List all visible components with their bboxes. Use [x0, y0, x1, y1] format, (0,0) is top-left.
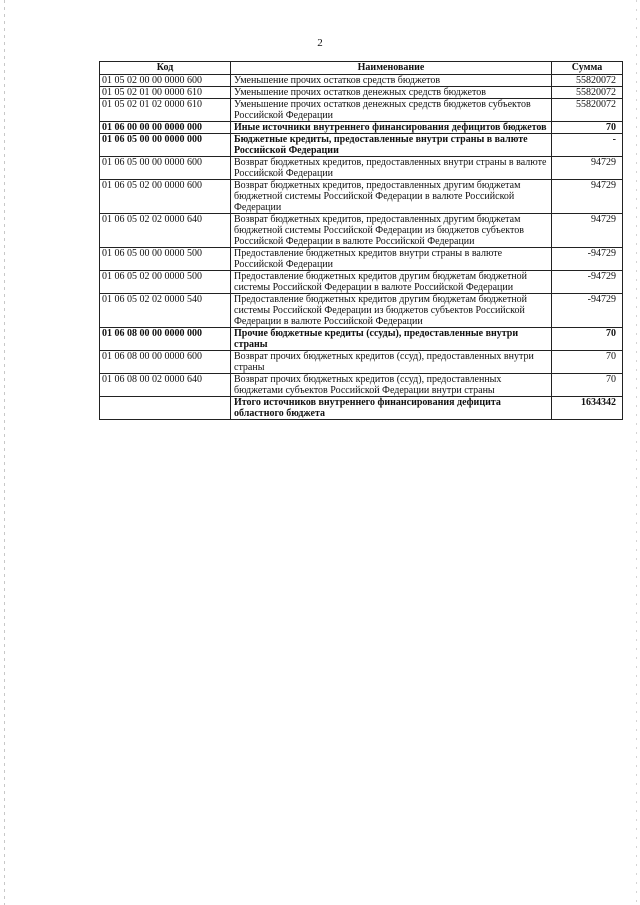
code-cell	[100, 397, 231, 420]
name-cell: Итого источников внутреннего финансирования дефицита областного бюджета	[231, 397, 552, 420]
sum-cell: 55820072	[552, 75, 623, 87]
code-cell: 01 06 00 00 00 0000 000	[100, 122, 231, 134]
table-header-row	[100, 62, 623, 75]
sum-cell: -	[552, 134, 623, 157]
table-row	[100, 351, 623, 374]
code-cell: 01 06 05 02 00 0000 600	[100, 180, 231, 214]
budget-sources-table	[99, 61, 623, 420]
scan-edge-right	[636, 0, 637, 905]
table-row	[100, 99, 623, 122]
name-cell: Уменьшение прочих остатков средств бюджетов	[231, 75, 552, 87]
code-cell: 01 06 05 00 00 0000 600	[100, 157, 231, 180]
code-cell: 01 06 05 02 02 0000 540	[100, 294, 231, 328]
sum-cell: 70	[552, 122, 623, 134]
sum-cell: 70	[552, 374, 623, 397]
sum-cell: 1634342	[552, 397, 623, 420]
scan-edge-left	[4, 0, 5, 905]
sum-cell: 55820072	[552, 99, 623, 122]
code-cell: 01 06 05 00 00 0000 500	[100, 248, 231, 271]
column-header-code: Код	[100, 62, 231, 75]
code-cell: 01 05 02 01 02 0000 610	[100, 99, 231, 122]
table-row	[100, 134, 623, 157]
code-cell: 01 06 08 00 00 0000 000	[100, 328, 231, 351]
sum-cell: -94729	[552, 248, 623, 271]
name-cell: Иные источники внутреннего финансирования дефицитов бюджетов	[231, 122, 552, 134]
sum-cell: 70	[552, 351, 623, 374]
table-row	[100, 180, 623, 214]
sum-cell: -94729	[552, 294, 623, 328]
table-row	[100, 214, 623, 248]
name-cell: Возврат бюджетных кредитов, предоставленных другим бюджетам бюджетной системы Российской Федерации в валюте Российской Федерации	[231, 180, 552, 214]
name-cell: Возврат бюджетных кредитов, предоставленных другим бюджетам бюджетной системы Российской Федерации из бюджетов субъектов Российской Федерации в валюте Российской Федерации	[231, 214, 552, 248]
table-row	[100, 294, 623, 328]
code-cell: 01 06 08 00 02 0000 640	[100, 374, 231, 397]
sum-cell: -94729	[552, 271, 623, 294]
sum-cell: 94729	[552, 214, 623, 248]
table-row	[100, 374, 623, 397]
table-row	[100, 87, 623, 99]
name-cell: Возврат прочих бюджетных кредитов (ссуд), предоставленных бюджетами субъектов Российской Федерации внутри страны	[231, 374, 552, 397]
column-header-name: Наименование	[231, 62, 552, 75]
name-cell: Уменьшение прочих остатков денежных средств бюджетов субъектов Российской Федерации	[231, 99, 552, 122]
name-cell: Предоставление бюджетных кредитов другим бюджетам бюджетной системы Российской Федерации в валюте Российской Федерации	[231, 271, 552, 294]
name-cell: Прочие бюджетные кредиты (ссуды), предоставленные внутри страны	[231, 328, 552, 351]
column-header-sum: Сумма	[552, 62, 623, 75]
table-body	[100, 75, 623, 420]
sum-cell: 94729	[552, 157, 623, 180]
table-row	[100, 248, 623, 271]
table-row	[100, 328, 623, 351]
code-cell: 01 06 08 00 00 0000 600	[100, 351, 231, 374]
table-row	[100, 397, 623, 420]
table-row	[100, 75, 623, 87]
name-cell: Возврат бюджетных кредитов, предоставленных внутри страны в валюте Российской Федерации	[231, 157, 552, 180]
name-cell: Предоставление бюджетных кредитов другим бюджетам бюджетной системы Российской Федерации из бюджетов субъектов Российской Федерации в валюте Российской Федерации	[231, 294, 552, 328]
name-cell: Бюджетные кредиты, предоставленные внутри страны в валюте Российской Федерации	[231, 134, 552, 157]
sum-cell: 94729	[552, 180, 623, 214]
code-cell: 01 06 05 02 00 0000 500	[100, 271, 231, 294]
code-cell: 01 05 02 01 00 0000 610	[100, 87, 231, 99]
name-cell: Уменьшение прочих остатков денежных средств бюджетов	[231, 87, 552, 99]
name-cell: Возврат прочих бюджетных кредитов (ссуд), предоставленных внутри страны	[231, 351, 552, 374]
table-row	[100, 271, 623, 294]
name-cell: Предоставление бюджетных кредитов внутри страны в валюте Российской Федерации	[231, 248, 552, 271]
code-cell: 01 05 02 00 00 0000 600	[100, 75, 231, 87]
page-number: 2	[317, 37, 323, 49]
table-row	[100, 122, 623, 134]
sum-cell: 70	[552, 328, 623, 351]
code-cell: 01 06 05 02 02 0000 640	[100, 214, 231, 248]
sum-cell: 55820072	[552, 87, 623, 99]
table-row	[100, 157, 623, 180]
code-cell: 01 06 05 00 00 0000 000	[100, 134, 231, 157]
